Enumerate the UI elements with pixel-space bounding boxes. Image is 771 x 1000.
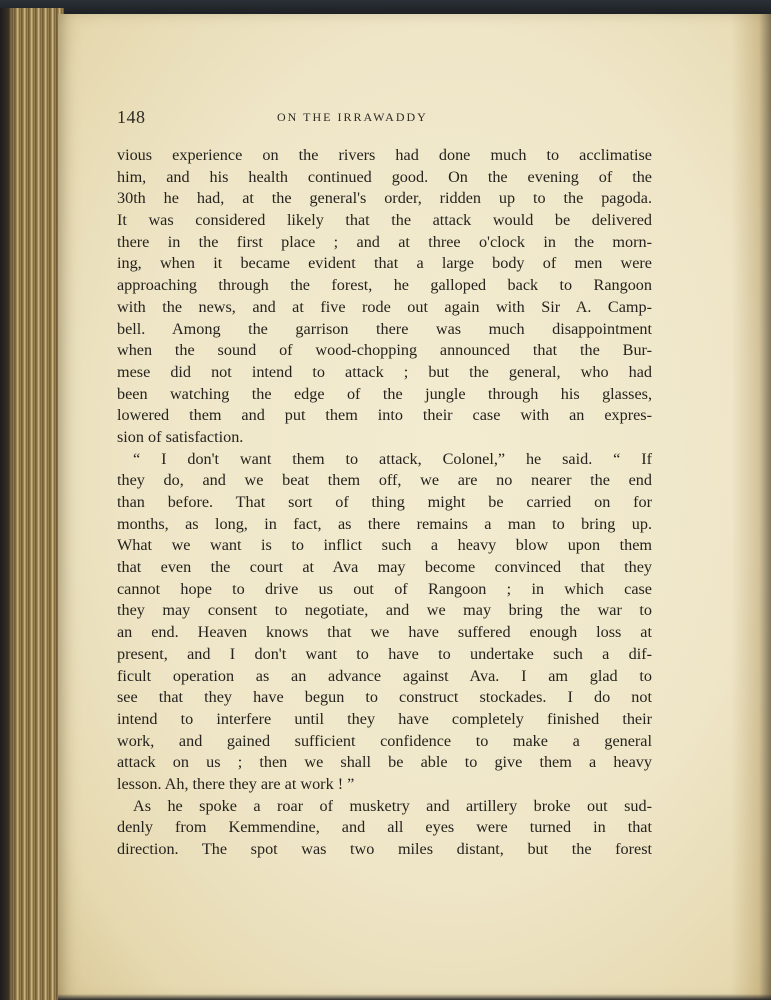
- page-number: 148: [117, 107, 146, 127]
- text-line: “ I don't want them to attack, Colonel,” he said. “ If: [133, 449, 652, 468]
- text-line: ficult operation as an advance against Ava. I am glad to: [117, 666, 652, 685]
- text-line: cannot hope to drive us out of Rangoon ; in which case: [117, 579, 652, 598]
- text-line: they do, and we beat them off, we are no nearer the end: [117, 471, 652, 490]
- book-bottom-edge: [58, 994, 771, 1000]
- text-line: work, and gained sufficient confidence to make a general: [117, 731, 652, 750]
- text-line: 30th he had, at the general's order, ridden up to the pagoda.: [117, 189, 652, 208]
- text-line: As he spoke a roar of musketry and artillery broke out sud-: [133, 796, 652, 815]
- body-text: [117, 145, 652, 861]
- text-line: vious experience on the rivers had done much to acclimatise: [117, 146, 652, 164]
- text-line: months, as long, in fact, as there remains a man to bring up.: [117, 514, 652, 533]
- text-line: lowered them and put them into their case with an expres-: [117, 406, 652, 425]
- text-line: denly from Kemmendine, and all eyes were turned in that: [117, 818, 652, 837]
- text-line: an end. Heaven knows that we have suffered enough loss at: [117, 623, 652, 642]
- text-line: sion of satisfaction.: [117, 427, 244, 446]
- text-line: with the news, and at five rode out again with Sir A. Camp-: [117, 297, 652, 316]
- text-line: there in the first place ; and at three o'clock in the morn-: [117, 232, 652, 251]
- running-head: [117, 107, 657, 135]
- page-edges: [0, 8, 64, 1000]
- text-line: been watching the edge of the jungle through his glasses,: [117, 384, 652, 403]
- text-line: that even the court at Ava may become convinced that they: [117, 558, 652, 577]
- text-line: lesson. Ah, there they are at work ! ”: [117, 774, 355, 793]
- text-line: mese did not intend to attack ; but the general, who had: [117, 362, 652, 381]
- text-line: present, and I don't want to have to undertake such a dif-: [117, 644, 652, 663]
- text-line: intend to interfere until they have completely finished their: [117, 709, 652, 728]
- text-line: when the sound of wood-chopping announced that the Bur-: [117, 341, 652, 360]
- text-line: than before. That sort of thing might be carried on for: [117, 493, 652, 511]
- text-line: him, and his health continued good. On the evening of the: [117, 167, 652, 186]
- text-line: approaching through the forest, he galloped back to Rangoon: [117, 276, 652, 295]
- text-line: ing, when it became evident that a large body of men were: [117, 254, 652, 273]
- text-line: It was considered likely that the attack would be delivered: [117, 211, 652, 230]
- running-title: ON THE IRRAWADDY: [277, 110, 428, 124]
- text-line: bell. Among the garrison there was much disappointment: [117, 319, 652, 338]
- text-line: they may consent to negotiate, and we may bring the war to: [117, 601, 652, 620]
- text-line: see that they have begun to construct stockades. I do not: [117, 688, 652, 707]
- text-line: What we want is to inflict such a heavy blow upon them: [117, 536, 652, 555]
- text-line: direction. The spot was two miles distant, but the forest: [117, 840, 652, 858]
- text-line: attack on us ; then we shall be able to give them a heavy: [117, 753, 652, 772]
